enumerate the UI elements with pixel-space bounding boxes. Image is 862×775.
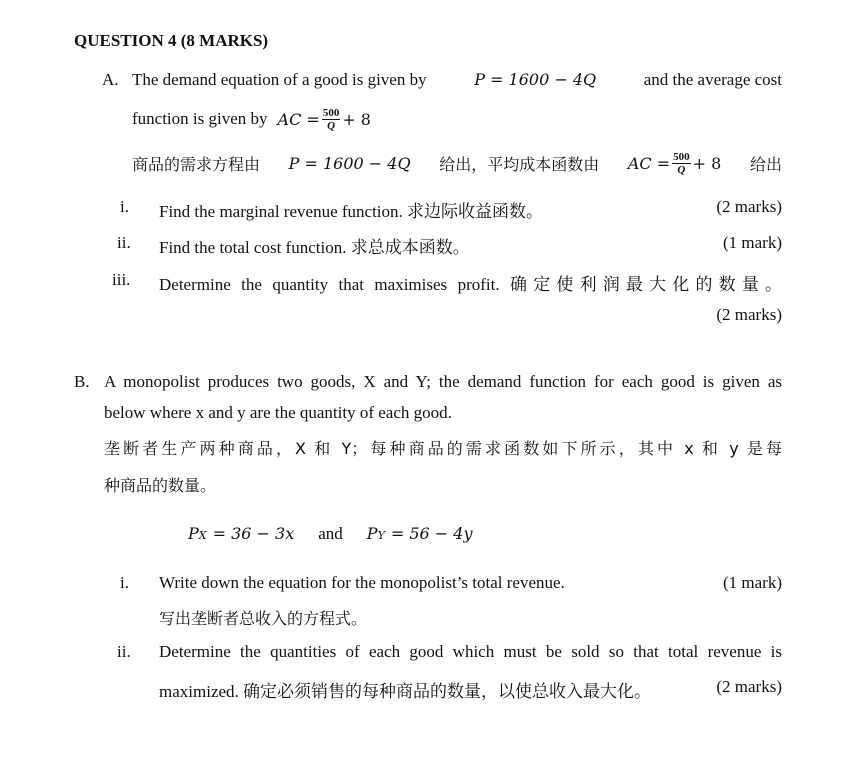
part-a-cn-ac xyxy=(628,151,721,176)
part-a-item-2-num: ii. xyxy=(117,233,131,252)
part-b-demand-equations xyxy=(188,524,472,544)
part-a-item-1-num: i. xyxy=(120,197,129,216)
part-a-cn-ac-lhs: AC = xyxy=(627,153,671,173)
and-word: and xyxy=(318,524,343,543)
part-a-cn-fraction-numerator: 500 xyxy=(673,150,690,163)
part-b-item-2-marks: (2 marks) xyxy=(716,677,782,696)
part-a-cn-fraction xyxy=(672,151,691,176)
part-a-cn-equation: P = 1600 − 4Q xyxy=(288,153,411,173)
ac-fraction xyxy=(322,107,341,132)
py-equation: = 56 − 4y xyxy=(390,524,473,543)
part-b-item-1-num: i. xyxy=(120,573,129,592)
part-b-item-2-text: Determine the quantities of each good which must be sold so that total revenue is xyxy=(159,642,782,661)
part-a-line1-text: The demand equation of a good is given by xyxy=(132,70,427,89)
part-a-line2 xyxy=(132,102,371,136)
part-b-item-2-text2: maximized. 确定必须销售的每种商品的数量，以使总收入最大化。 xyxy=(159,682,652,701)
part-b-item-1-text: Write down the equation for the monopolist’s total revenue. xyxy=(159,573,565,592)
demand-equation: P = 1600 − 4Q xyxy=(474,70,597,89)
part-a-cn-mid: 给出，平均成本函数由 xyxy=(439,154,600,174)
part-b-item-1-marks: (1 mark) xyxy=(722,573,782,592)
px-equation: = 36 − 3x xyxy=(212,524,295,543)
part-a-cn-ac-rhs: + 8 xyxy=(692,153,722,173)
ac-fraction-denominator: Q xyxy=(327,119,336,132)
part-a-item-1-marks: (2 marks) xyxy=(716,197,782,216)
part-a-cn-end: 给出 xyxy=(749,154,782,174)
part-b-line2: below where x and y are the quantity of each good. xyxy=(104,403,452,422)
px-symbol: P xyxy=(188,524,199,543)
part-a-cn-fraction-denominator: Q xyxy=(677,163,686,176)
part-a-cn-start: 商品的需求方程由 xyxy=(132,154,261,174)
ac-rhs: + 8 xyxy=(342,109,371,129)
py-subscript: Y xyxy=(377,529,385,542)
part-b-cn-line1: 垄断者生产两种商品，X 和 Y；每种商品的需求函数如下所示，其中 x 和 y 是每 xyxy=(104,439,782,458)
part-b-item-2-num: ii. xyxy=(117,642,131,661)
part-b-line1: A monopolist produces two goods, X and Y; the demand function for each good is given as xyxy=(104,372,782,391)
part-a-line1 xyxy=(132,70,782,90)
part-a-item-2-text: Find the total cost function. 求总成本函数。 xyxy=(159,238,470,257)
part-b-cn-line2: 种商品的数量。 xyxy=(104,476,217,495)
part-a-label: A. xyxy=(102,70,119,89)
part-a-line1-end: and the average cost xyxy=(643,70,782,89)
part-a-item-1-text: Find the marginal revenue function. 求边际收益函数。 xyxy=(159,202,544,221)
part-a-item-2-marks: (1 mark) xyxy=(722,233,782,252)
part-a-item-3-marks: (2 marks) xyxy=(716,305,782,324)
part-a-chinese-line xyxy=(132,146,782,180)
question-title: QUESTION 4 (8 MARKS) xyxy=(74,31,269,50)
ac-lhs: AC = xyxy=(277,109,320,129)
ac-fraction-numerator: 500 xyxy=(322,106,340,119)
part-a-item-3-text: Determine the quantity that maximises profit. 确定使利润最大化的数量。 xyxy=(159,275,782,294)
part-b-item-1-cn: 写出垄断者总收入的方程式。 xyxy=(159,609,368,628)
part-b-label: B. xyxy=(74,372,90,391)
py-symbol: P xyxy=(366,524,378,543)
part-a-line2-text: function is given by xyxy=(132,109,268,128)
px-subscript: X xyxy=(198,529,207,542)
part-a-item-3-num: iii. xyxy=(112,270,131,289)
